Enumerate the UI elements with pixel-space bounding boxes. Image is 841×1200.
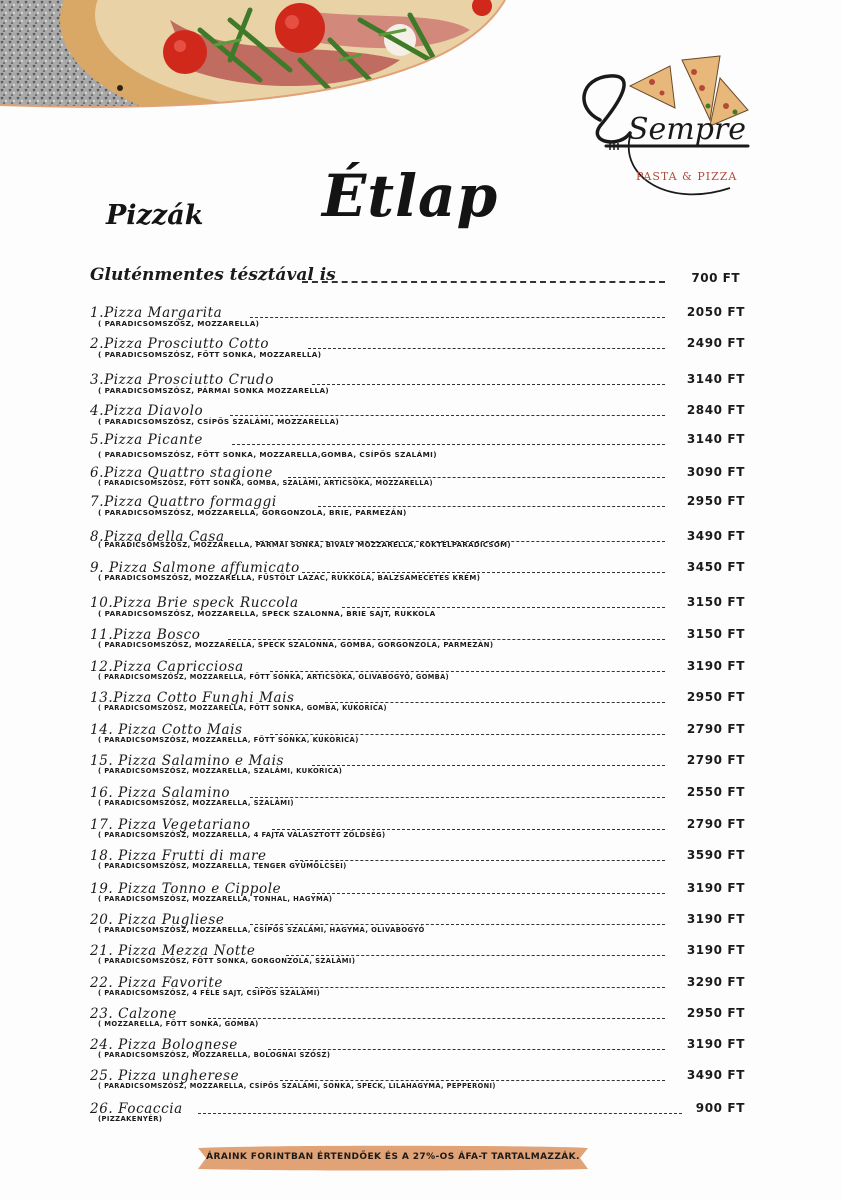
leader-dash: [272, 829, 665, 830]
menu-item: [90, 1037, 760, 1067]
item-ingredients: ( PARADICSOMSZÓSZ, MOZZARELLA, BOLOGNAI SZÓSZ): [98, 1051, 331, 1059]
menu-item: [90, 881, 760, 911]
item-name: 10.Pizza Brie speck Ruccola: [90, 595, 299, 611]
item-price: 3490 FT: [686, 529, 745, 543]
leader-dash: [286, 955, 665, 956]
item-price: 2490 FT: [686, 336, 745, 350]
item-price: 2840 FT: [686, 403, 745, 417]
item-price: 2790 FT: [686, 753, 745, 767]
item-price: 2950 FT: [686, 494, 745, 508]
item-ingredients: ( PARADICSOMSZÓSZ, MOZZARELLA, FŐTT SONKA, GOMBA, KUKORICA): [98, 704, 387, 712]
item-price: 3450 FT: [686, 560, 745, 574]
menu-item: [90, 659, 760, 689]
item-price: 2790 FT: [686, 722, 745, 736]
item-price: 2790 FT: [686, 817, 745, 831]
menu-item: [90, 403, 760, 433]
item-price: 3190 FT: [686, 881, 745, 895]
item-price: 3190 FT: [686, 912, 745, 926]
item-ingredients: ( PARADICSOMSZÓSZ, MOZZARELLA, SZALÁMI): [98, 799, 294, 807]
item-price: 3290 FT: [686, 975, 745, 989]
item-price: 2550 FT: [686, 785, 745, 799]
menu-item: [90, 595, 760, 625]
gluten-free-price: 700 FT: [691, 271, 740, 285]
gluten-free-label: Gluténmentes tésztával is: [90, 265, 336, 285]
item-name: 25. Pizza ungherese: [90, 1068, 240, 1084]
menu-item: [90, 336, 760, 366]
leader-dash: [270, 671, 665, 672]
leader-dash: [230, 415, 665, 416]
item-ingredients: ( PARADICSOMSZÓSZ, MOZZARELLA, 4 FAJTA VÁLASZTOTT ZÖLDSÉG): [98, 831, 386, 839]
menu-item: [90, 1068, 760, 1098]
leader-dash: [312, 893, 665, 894]
menu-item: [90, 975, 760, 1005]
item-price: 3090 FT: [686, 465, 745, 479]
item-price: 900 FT: [695, 1101, 745, 1115]
leader-dash: [268, 1049, 665, 1050]
item-name: 2.Pizza Prosciutto Cotto: [90, 336, 270, 352]
item-ingredients: ( PARADICSOMSZÓSZ, MOZZARELLA, FÜSTÖLT LAZAC, RUKKOLA, BALZSAMECETES KRÉM): [98, 574, 481, 582]
item-price: 3490 FT: [686, 1068, 745, 1082]
item-name: 20. Pizza Pugliese: [90, 912, 225, 928]
item-name: 23. Calzone: [90, 1006, 177, 1022]
menu-item: [90, 560, 760, 590]
menu-item: [90, 848, 760, 878]
item-name: 1.Pizza Margarita: [90, 305, 223, 321]
leader-dash: [312, 384, 665, 385]
item-price: 3190 FT: [686, 943, 745, 957]
item-price: 2950 FT: [686, 1006, 745, 1020]
brand-name: Sempre: [628, 112, 747, 147]
leader-dash: [250, 924, 665, 925]
menu-item: [90, 529, 760, 559]
leader-dash: [198, 1113, 682, 1114]
item-ingredients: ( MOZZARELLA, FŐTT SONKA, GOMBA): [98, 1020, 259, 1028]
item-ingredients: ( PARADICSOMSZÓSZ, CSÍPŐS SZALÁMI, MOZZARELLA): [98, 417, 340, 426]
menu-item: [90, 753, 760, 783]
price-note-banner: [198, 1145, 588, 1171]
menu-item: [90, 912, 760, 942]
menu-item: [90, 372, 760, 402]
item-ingredients: ( PARADICSOMSZÓSZ, MOZZARELLA, FŐTT SONKA, ARTICSÓKA, OLIVABOGYÓ, GOMBA): [98, 673, 450, 681]
menu-item: [90, 943, 760, 973]
item-ingredients: ( PARADICSOMSZÓSZ, PÁRMAI SONKA MOZZARELLA): [98, 386, 330, 395]
item-ingredients: ( PARADICSOMSZÓSZ, MOZZARELLA, GORGONZOLA, BRIE, PARMEZÁN): [98, 508, 407, 517]
leader-dash: [208, 1018, 665, 1019]
leader-dash: [288, 477, 665, 478]
item-ingredients: (PIZZAKENYÉR): [98, 1115, 163, 1123]
item-ingredients: ( PARADICSOMSZÓSZ, FŐTT SONKA, MOZZARELLA): [98, 350, 322, 359]
item-name: 5.Pizza Picante: [90, 432, 203, 448]
menu-item: [90, 465, 760, 495]
item-ingredients: ( PARADICSOMSZÓSZ, MOZZARELLA, CSÍPŐS SZALÁMI, SONKA, SPECK, LILAHAGYMA, PEPPERONI): [98, 1082, 496, 1090]
menu-item: [90, 1006, 760, 1036]
item-name: 3.Pizza Prosciutto Crudo: [90, 372, 274, 388]
leader-dash: [232, 444, 665, 445]
item-ingredients: ( PARADICSOMSZÓSZ, MOZZARELLA, SPECK SZALONNA, BRIE SAJT, RUKKOLA: [98, 609, 436, 618]
item-price: 3140 FT: [686, 372, 745, 386]
item-ingredients: ( PARADICSOMSZÓSZ, FŐTT SONKA, MOZZARELLA,GOMBA, CSÍPŐS SZALÁMI): [98, 450, 437, 459]
item-ingredients: ( PARADICSOMSZÓSZ, FŐTT SONKA, GOMBA, SZALÁMI, ARTICSÓKA, MOZZARELLA): [98, 479, 433, 487]
leader-dash: [270, 734, 665, 735]
item-price: 3190 FT: [686, 659, 745, 673]
item-name: 13.Pizza Cotto Funghi Mais: [90, 690, 295, 706]
brand-tagline: PASTA & PIZZA: [636, 170, 738, 183]
leader-dash: [318, 506, 665, 507]
item-ingredients: ( PARADICSOMSZÓSZ, MOZZARELLA, PÁRMAI SONKA, BIVALY MOZZARELLA, KOKTÉLPARADICSOM): [98, 541, 511, 549]
page-title: Étlap: [322, 162, 499, 230]
item-name: 9. Pizza Salmone affumicato: [90, 560, 300, 576]
item-name: 7.Pizza Quattro formaggi: [90, 494, 277, 510]
item-name: 15. Pizza Salamino e Mais: [90, 753, 285, 769]
menu-item: [90, 690, 760, 720]
item-price: 3150 FT: [686, 595, 745, 609]
leader-dash: [280, 1080, 665, 1081]
item-name: 8.Pizza della Casa: [90, 529, 225, 545]
menu-item: [90, 817, 760, 847]
item-name: 4.Pizza Diavolo: [90, 403, 204, 419]
item-name: 17. Pizza Vegetariano: [90, 817, 251, 833]
menu-item: [90, 432, 760, 462]
leader-dash: [308, 348, 665, 349]
leader-dash: [295, 860, 665, 861]
leader-dash: [228, 639, 665, 640]
menu-item: [90, 785, 760, 815]
item-ingredients: ( PARADICSOMSZÓSZ, 4 FÉLE SAJT, CSÍPŐS SZALÁMI): [98, 989, 321, 997]
section-title: Pizzák: [106, 200, 204, 231]
menu-item: [90, 1101, 760, 1131]
menu-item: [90, 305, 760, 335]
item-price: 3140 FT: [686, 432, 745, 446]
item-ingredients: ( PARADICSOMSZÓSZ, FŐTT SONKA, GORGONZOLA, SZALÁMI): [98, 957, 356, 965]
item-price: 3590 FT: [686, 848, 745, 862]
item-ingredients: ( PARADICSOMSZÓSZ, MOZZARELLA, FŐTT SONKA, KUKORICA): [98, 736, 359, 744]
item-name: 26. Focaccia: [90, 1101, 183, 1117]
item-name: 12.Pizza Capricciosa: [90, 659, 244, 675]
menu-item: [90, 722, 760, 752]
leader-dash: [325, 702, 665, 703]
leader-dash: [302, 572, 665, 573]
item-name: 24. Pizza Bolognese: [90, 1037, 238, 1053]
item-name: 18. Pizza Frutti di mare: [90, 848, 267, 864]
item-name: 6.Pizza Quattro stagione: [90, 465, 273, 481]
menu-item: [90, 627, 760, 657]
item-price: 3150 FT: [686, 627, 745, 641]
item-price: 2950 FT: [686, 690, 745, 704]
item-name: 19. Pizza Tonno e Cippole: [90, 881, 282, 897]
item-price: 3190 FT: [686, 1037, 745, 1051]
leader-dash: [250, 317, 665, 318]
item-name: 16. Pizza Salamino: [90, 785, 231, 801]
leader-dash: [250, 797, 665, 798]
item-ingredients: ( PARADICSOMSZÓSZ, MOZZARELLA, SPECK SZALONNA, GOMBA, GORGONZOLA, PARMEZÁN): [98, 641, 494, 649]
item-ingredients: ( PARADICSOMSZÓSZ, MOZZARELLA, TENGER GYÜMÖLCSEI): [98, 862, 347, 870]
item-name: 11.Pizza Bosco: [90, 627, 201, 643]
price-note: ÁRAINK FORINTBAN ÉRTENDŐEK ÉS A 27%-OS ÁFA-T TARTALMAZZÁK.: [206, 1152, 580, 1162]
item-name: 21. Pizza Mezza Notte: [90, 943, 256, 959]
item-price: 2050 FT: [686, 305, 745, 319]
leader-dash: [255, 987, 665, 988]
item-ingredients: ( PARADICSOMSZÓSZ, MOZZARELLA, CSÍPŐS SZALÁMI, HAGYMA, OLIVABOGYÓ: [98, 926, 425, 934]
menu-item: [90, 494, 760, 524]
item-name: 22. Pizza Favorite: [90, 975, 223, 991]
leader-dash: [342, 607, 665, 608]
item-ingredients: ( PARADICSOMSZÓSZ, MOZZARELLA, SZALÁMI, KUKORICA): [98, 767, 343, 775]
item-name: 14. Pizza Cotto Mais: [90, 722, 243, 738]
item-ingredients: ( PARADICSOMSZÓSZ, MOZZARELLA): [98, 319, 260, 328]
leader-dash: [312, 765, 665, 766]
item-ingredients: ( PARADICSOMSZÓSZ, MOZZARELLA, TONHAL, HAGYMA): [98, 895, 333, 903]
